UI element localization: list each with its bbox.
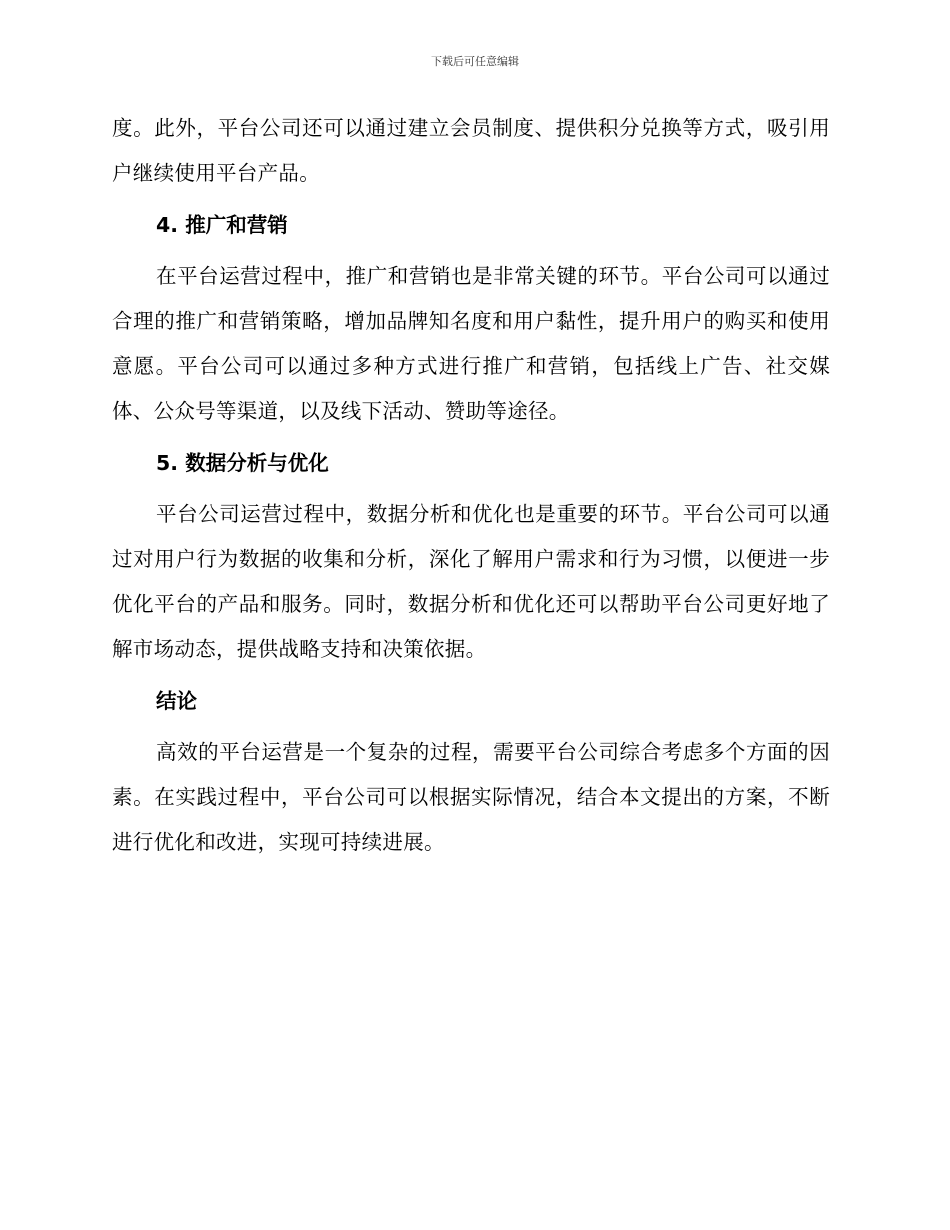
- section-heading-data-analysis: 5. 数据分析与优化: [156, 451, 329, 475]
- document-body: [112, 106, 830, 865]
- section-heading-conclusion: 结论: [156, 689, 197, 713]
- page-header: 下载后可任意编辑: [431, 55, 519, 68]
- continuation-paragraph: 度。此外，平台公司还可以通过建立会员制度、提供积分兑换等方式，吸引用户继续使用平台产品。: [112, 116, 830, 185]
- data-analysis-paragraph: 平台公司运营过程中，数据分析和优化也是重要的环节。平台公司可以通过对用户行为数据的收集和分析，深化了解用户需求和行为习惯，以便进一步优化平台的产品和服务。同时，数据分析和优化还可以帮助平台公司更好地了解市场动态，提供战略支持和决策依据。: [112, 502, 830, 661]
- promotion-paragraph: 在平台运营过程中，推广和营销也是非常关键的环节。平台公司可以通过合理的推广和营销策略，增加品牌知名度和用户黏性，提升用户的购买和使用意愿。平台公司可以通过多种方式进行推广和营销，包括线上广告、社交媒体、公众号等渠道，以及线下活动、赞助等途径。: [112, 264, 830, 423]
- section-heading-promotion: 4. 推广和营销: [156, 213, 288, 237]
- conclusion-paragraph: 高效的平台运营是一个复杂的过程，需要平台公司综合考虑多个方面的因素。在实践过程中，平台公司可以根据实际情况，结合本文提出的方案，不断进行优化和改进，实现可持续进展。: [112, 740, 830, 854]
